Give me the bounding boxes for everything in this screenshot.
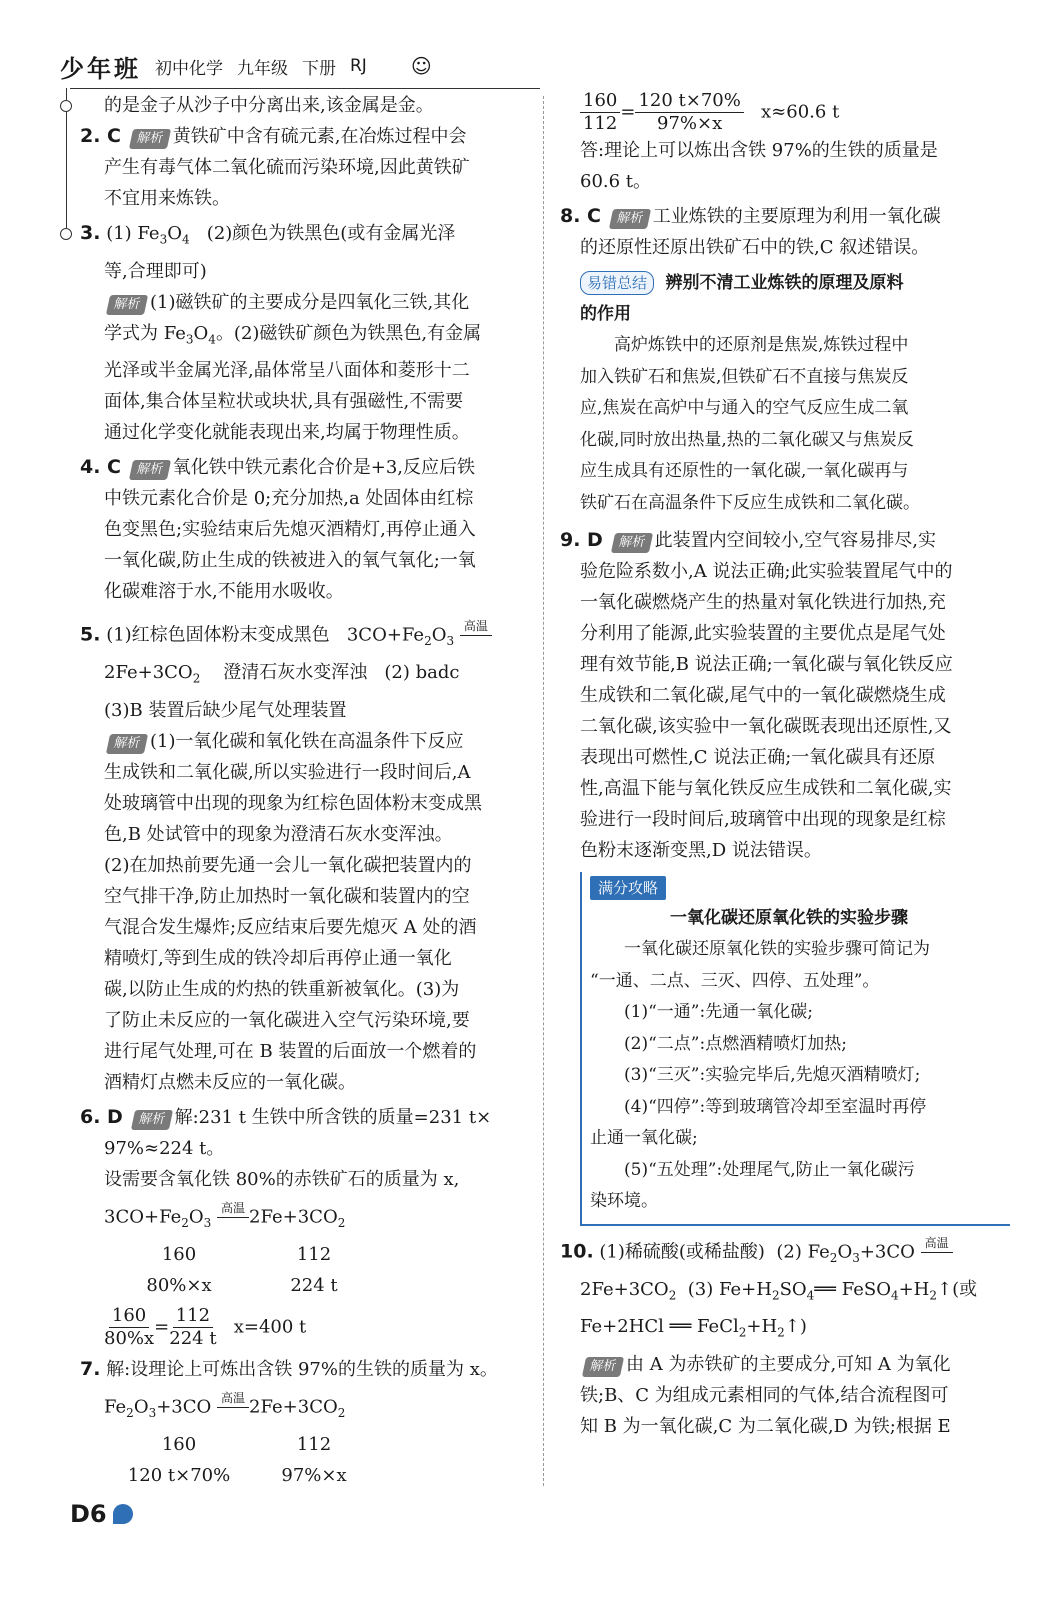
analysis-tag: 解析 bbox=[106, 734, 148, 754]
page-footer bbox=[70, 1500, 133, 1528]
text-line: 此装置内空间较小,空气容易排尽,实 bbox=[654, 530, 937, 551]
reaction-condition bbox=[921, 1234, 953, 1271]
subscript: 3 bbox=[203, 1215, 212, 1230]
text-line: 黄铁矿中含有硫元素,在冶炼过程中会 bbox=[172, 126, 467, 147]
text-line: 进行尾气处理,可在 B 装置的后面放一个燃着的 bbox=[104, 1040, 477, 1062]
question-number: 7. bbox=[80, 1357, 101, 1380]
subscript: 2 bbox=[337, 1406, 346, 1421]
denominator: 112 bbox=[583, 113, 618, 134]
text-line: 精喷灯,等到生成的铁冷却后再停止通一氧化 bbox=[104, 947, 452, 969]
question-number: 8. C bbox=[560, 205, 601, 227]
equation-part: O bbox=[431, 624, 447, 646]
subscript: 2 bbox=[929, 1288, 938, 1303]
subscript: 2 bbox=[192, 671, 201, 686]
subscript: 3 bbox=[446, 634, 455, 649]
mass-value: 97%×x bbox=[281, 1465, 347, 1487]
text-span: O bbox=[193, 322, 209, 344]
text-line: 等,合理即可) bbox=[104, 260, 207, 282]
text-line: 解:231 t 生铁中所含铁的质量=231 t× bbox=[174, 1106, 492, 1128]
text-span: 2Fe+3CO bbox=[104, 662, 193, 684]
equals-sign: = bbox=[154, 1316, 170, 1338]
box-title: 的作用 bbox=[580, 304, 631, 324]
mass-value: 112 bbox=[296, 1434, 332, 1456]
equation-part: Fe bbox=[104, 1396, 127, 1418]
easy-mistake-tag: 易错总结 bbox=[580, 271, 654, 295]
easy-mistake-box bbox=[560, 267, 1010, 519]
subscript: 2 bbox=[738, 1325, 747, 1340]
text-span: SO bbox=[779, 1278, 807, 1300]
text-line: (3)B 装置后缺少尾气处理装置 bbox=[104, 699, 347, 721]
condition-label: 高温 bbox=[217, 1199, 249, 1218]
answer-q5 bbox=[80, 617, 535, 1098]
text-line: 止通一氧化碳; bbox=[590, 1128, 698, 1148]
text-line: 的还原性还原出铁矿石中的铁,C 叙述错误。 bbox=[580, 237, 930, 258]
text-line: 化碳,同时放出热量,热的二氧化碳又与焦炭反 bbox=[580, 429, 914, 450]
subscript: 2 bbox=[771, 1288, 780, 1303]
condition-label: 高温 bbox=[460, 617, 492, 636]
mass-value: 112 bbox=[296, 1243, 332, 1265]
text-line: (5)“五处理”:处理尾气,防止一氧化碳污 bbox=[624, 1159, 915, 1180]
text-line: 97%≈224 t。 bbox=[104, 1137, 225, 1159]
text-line: (1)一氧化碳和氧化铁在高温条件下反应 bbox=[150, 730, 464, 752]
equation-part: O bbox=[133, 1396, 149, 1418]
text-line: 解:设理论上可炼出含铁 97%的生铁的质量为 x。 bbox=[106, 1358, 498, 1380]
denominator: 224 t bbox=[169, 1327, 217, 1349]
result: x≈60.6 t bbox=[761, 101, 840, 123]
smile-icon: ☺ bbox=[410, 54, 432, 78]
text-span: ══ FeSO bbox=[814, 1278, 891, 1300]
text-line: “一通、二点、三灭、四停、五处理”。 bbox=[590, 970, 880, 991]
text-span: ↑) bbox=[784, 1316, 807, 1338]
subscript: 2 bbox=[337, 1215, 346, 1230]
text-span: (1)稀硫酸(或稀盐酸) bbox=[599, 1241, 765, 1262]
text-line: 加入铁矿石和焦炭,但铁矿石不直接与焦炭反 bbox=[580, 366, 909, 387]
text-line: 空气排干净,防止加热时一氧化碳和装置内的空 bbox=[104, 885, 470, 907]
analysis-tag: 解析 bbox=[609, 209, 651, 229]
numerator: 120 t×70% bbox=[635, 90, 743, 113]
text-line: 中铁元素化合价是 0;充分加热,a 处固体由红棕 bbox=[104, 488, 474, 510]
answer-q8 bbox=[560, 201, 1010, 263]
text-line: 验进行一段时间后,玻璃管中出现的现象是红棕 bbox=[580, 809, 946, 830]
analysis-tag: 解析 bbox=[610, 533, 652, 553]
text-line: 60.6 t。 bbox=[580, 171, 652, 192]
text-line: 知 B 为一氧化碳,C 为二氧化碳,D 为铁;根据 E bbox=[580, 1415, 951, 1437]
text-line: 的是金子从沙子中分离出来,该金属是金。 bbox=[104, 95, 434, 116]
fraction bbox=[635, 90, 743, 135]
text-line: (3)“三灭”:实验完毕后,先熄灭酒精喷灯; bbox=[624, 1065, 921, 1085]
text-span: (1) Fe bbox=[106, 223, 160, 244]
box-title: 一氧化碳还原氧化铁的实验步骤 bbox=[670, 908, 908, 928]
numerator: 160 bbox=[109, 1305, 149, 1328]
text-line: 一氧化碳还原氧化铁的实验步骤可简记为 bbox=[624, 939, 930, 959]
subscript: 2 bbox=[829, 1250, 838, 1265]
answer-q7 bbox=[80, 1354, 535, 1491]
question-number: 10. bbox=[560, 1240, 594, 1262]
text-line: (4)“四停”:等到玻璃管冷却至室温时再停 bbox=[624, 1096, 927, 1117]
text-line: 光泽或半金属光泽,晶体常呈八面体和菱形十二 bbox=[104, 360, 470, 382]
text-line: (1)“一通”:先通一氧化碳; bbox=[624, 1002, 813, 1022]
mass-value: 160 bbox=[161, 1434, 197, 1456]
subscript: 3 bbox=[148, 1406, 157, 1421]
text-line: 工业炼铁的主要原理为利用一氧化碳 bbox=[652, 206, 941, 227]
text-line: 应,焦炭在高炉中与通入的空气反应生成二氧 bbox=[580, 398, 909, 418]
text-line: 处玻璃管中出现的现象为红棕色固体粉末变成黑 bbox=[104, 792, 482, 814]
subscript: 2 bbox=[424, 634, 432, 649]
header-term: 下册 bbox=[302, 58, 336, 79]
box-title: 辨别不清工业炼铁的原理及原料 bbox=[665, 273, 904, 293]
text-line: 了防止未反应的一氧化碳进入空气污染环境,要 bbox=[104, 1009, 470, 1031]
subscript: 3 bbox=[159, 232, 168, 247]
analysis-tag: 解析 bbox=[129, 460, 171, 480]
text-span: 学式为 Fe bbox=[104, 322, 186, 344]
mass-value: 120 t×70% bbox=[127, 1465, 231, 1487]
text-span: (2) Fe bbox=[776, 1241, 830, 1262]
text-span: Fe+2HCl ══ FeCl bbox=[580, 1316, 739, 1338]
equation-part: +3CO bbox=[156, 1396, 212, 1418]
right-column bbox=[560, 90, 1010, 1442]
text-span: (1)红棕色固体粉末变成黑色 bbox=[106, 624, 330, 646]
subscript: 4 bbox=[890, 1288, 899, 1303]
text-line: 二氧化碳,该实验中一氧化碳既表现出还原性,又 bbox=[580, 716, 952, 737]
mass-value: 80%×x bbox=[146, 1274, 212, 1296]
analysis-tag: 解析 bbox=[130, 1110, 172, 1130]
text-line: 一氧化碳燃烧产生的热量对氧化铁进行加热,充 bbox=[580, 592, 946, 613]
text-line: (1)磁铁矿的主要成分是四氧化三铁,其化 bbox=[150, 291, 470, 313]
question-number: 6. D bbox=[80, 1105, 123, 1128]
text-line: 化碳难溶于水,不能用水吸收。 bbox=[104, 581, 344, 603]
text-line: 一氧化碳,防止生成的铁被进入的氧气氧化;一氧 bbox=[104, 550, 476, 572]
text-span: (3) Fe+H bbox=[687, 1278, 772, 1300]
answer-q2 bbox=[80, 121, 535, 214]
equation-part: 3CO+Fe bbox=[104, 1206, 182, 1228]
header-grade: 九年级 bbox=[237, 58, 288, 79]
equation-part: O bbox=[188, 1206, 204, 1228]
answer-q3 bbox=[80, 218, 535, 448]
text-line: 生成铁和二氧化碳,所以实验进行一段时间后,A bbox=[104, 761, 471, 783]
column-divider bbox=[543, 96, 544, 1486]
question-number: 5. bbox=[80, 623, 101, 646]
equation-part: 3CO+Fe bbox=[346, 624, 425, 646]
text-line: 验危险系数小,A 说法正确;此实验装置尾气中的 bbox=[580, 561, 953, 582]
text-span: 澄清石灰水变浑浊 bbox=[223, 662, 368, 684]
answer-q4 bbox=[80, 452, 535, 607]
page-number: D6 bbox=[70, 1500, 107, 1528]
mass-value: 224 t bbox=[290, 1274, 338, 1296]
subscript: 2 bbox=[777, 1325, 785, 1340]
reaction-condition bbox=[217, 1389, 249, 1426]
text-line: 色变黑色;实验结束后先熄灭酒精灯,再停止通入 bbox=[104, 519, 476, 541]
text-line: 分利用了能源,此实验装置的主要优点是尾气处 bbox=[580, 623, 946, 644]
question-number: 3. bbox=[80, 222, 101, 244]
numerator: 160 bbox=[580, 90, 620, 113]
equals-sign: = bbox=[620, 101, 636, 123]
text-line: 应生成具有还原性的一氧化碳,一氧化碳再与 bbox=[580, 461, 909, 481]
text-span: (2) badc bbox=[384, 662, 460, 684]
equation-part: 2Fe+3CO bbox=[249, 1206, 338, 1228]
reaction-condition bbox=[460, 617, 492, 654]
text-span: 2Fe+3CO bbox=[580, 1278, 669, 1300]
leaf-icon bbox=[113, 1504, 133, 1524]
text-line: 产生有毒气体二氧化硫而污染环境,因此黄铁矿 bbox=[104, 157, 470, 178]
text-line: 酒精灯点燃未反应的一氧化碳。 bbox=[104, 1071, 356, 1093]
subscript: 3 bbox=[185, 332, 194, 347]
answer-q6 bbox=[80, 1102, 535, 1350]
fraction bbox=[580, 90, 620, 135]
text-line: 色,B 处试管中的现象为澄清石灰水变浑浊。 bbox=[104, 823, 453, 845]
subscript: 4 bbox=[806, 1288, 815, 1303]
left-column bbox=[80, 90, 535, 1491]
text-line: 不宜用来炼铁。 bbox=[104, 188, 230, 209]
subscript: 3 bbox=[852, 1250, 860, 1265]
text-span: ↑(或 bbox=[937, 1278, 978, 1300]
text-line: 色粉末逐渐变黑,D 说法错误。 bbox=[580, 840, 822, 861]
text-line: 由 A 为赤铁矿的主要成分,可知 A 为氧化 bbox=[626, 1353, 951, 1375]
result: x=400 t bbox=[233, 1316, 307, 1338]
answer-q9 bbox=[560, 525, 1010, 866]
reaction-condition bbox=[217, 1199, 249, 1236]
text-line: 气混合发生爆炸;反应结束后要先熄灭 A 处的酒 bbox=[104, 916, 477, 938]
fraction bbox=[104, 1305, 154, 1350]
text-line: 铁;B、C 为组成元素相同的气体,结合流程图可 bbox=[580, 1384, 949, 1406]
text-line: 表现出可燃性,C 说法正确;一氧化碳具有还原 bbox=[580, 747, 936, 768]
text-line: 理有效节能,B 说法正确;一氧化碳与氧化铁反应 bbox=[580, 654, 953, 675]
text-line: 面体,集合体呈粒状或块状,具有强磁性,不需要 bbox=[104, 391, 464, 413]
mass-value: 160 bbox=[161, 1243, 197, 1265]
binding-ring-icon bbox=[60, 100, 72, 112]
page-header bbox=[60, 50, 432, 82]
equation-part: 2Fe+3CO bbox=[249, 1396, 338, 1418]
text-span: (2)颜色为铁黑色(或有金属光泽 bbox=[206, 223, 456, 244]
answer-q10 bbox=[560, 1234, 1010, 1442]
condition-label: 高温 bbox=[217, 1389, 249, 1408]
header-rule bbox=[70, 88, 540, 89]
header-edition: RJ bbox=[350, 56, 367, 76]
text-line: 铁矿石在高温条件下反应生成铁和二氧化碳。 bbox=[580, 492, 920, 513]
question-number: 4. C bbox=[80, 456, 121, 479]
text-span: +H bbox=[898, 1278, 930, 1300]
analysis-tag: 解析 bbox=[582, 1357, 624, 1377]
analysis-tag: 解析 bbox=[129, 129, 171, 149]
text-span: O bbox=[837, 1241, 853, 1262]
condition-label: 高温 bbox=[921, 1234, 953, 1253]
text-line: 碳,以防止生成的灼热的铁重新被氧化。(3)为 bbox=[104, 978, 460, 1000]
text-line: 生成铁和二氧化碳,尾气中的一氧化碳燃烧生成 bbox=[580, 685, 946, 706]
text-line: 高炉炼铁中的还原剂是焦炭,炼铁过程中 bbox=[614, 335, 909, 355]
text-line: 答:理论上可以炼出含铁 97%的生铁的质量是 bbox=[580, 140, 938, 161]
text-line: (2)在加热前要先通一会儿一氧化碳把装置内的 bbox=[104, 854, 472, 876]
subscript: 2 bbox=[126, 1406, 134, 1421]
brand-logo: 少年班 bbox=[60, 54, 141, 83]
text-span: +H bbox=[746, 1316, 778, 1338]
text-span: O bbox=[167, 223, 182, 244]
question-number: 9. D bbox=[560, 529, 603, 551]
full-strategy-tag: 满分攻略 bbox=[590, 876, 666, 900]
binding-ring-icon bbox=[60, 228, 72, 240]
answer-q7-continued bbox=[560, 90, 1010, 197]
numerator: 112 bbox=[173, 1305, 213, 1328]
text-line: 氧化铁中铁元素化合价是+3,反应后铁 bbox=[172, 457, 476, 479]
header-subject: 初中化学 bbox=[155, 58, 223, 79]
text-line: 性,高温下能与氧化铁反应生成铁和二氧化碳,实 bbox=[580, 778, 952, 799]
question-number: 2. C bbox=[80, 125, 121, 147]
subscript: 4 bbox=[208, 332, 216, 347]
fraction bbox=[169, 1305, 216, 1350]
subscript: 4 bbox=[181, 232, 190, 247]
denominator: 80%x bbox=[104, 1327, 155, 1349]
subscript: 2 bbox=[181, 1215, 189, 1230]
analysis-tag: 解析 bbox=[106, 295, 148, 315]
text-span: 。(2)磁铁矿颜色为铁黑色,有金属 bbox=[215, 322, 482, 344]
full-strategy-box bbox=[580, 872, 1010, 1226]
denominator: 97%×x bbox=[657, 113, 723, 134]
text-span: +3CO bbox=[859, 1241, 915, 1262]
text-line: (2)“二点”:点燃酒精喷灯加热; bbox=[624, 1033, 847, 1054]
text-line: 染环境。 bbox=[590, 1191, 658, 1211]
text-line: 设需要含氧化铁 80%的赤铁矿石的质量为 x, bbox=[104, 1168, 460, 1190]
subscript: 2 bbox=[668, 1288, 677, 1303]
text-line: 通过化学变化就能表现出来,均属于物理性质。 bbox=[104, 422, 470, 444]
